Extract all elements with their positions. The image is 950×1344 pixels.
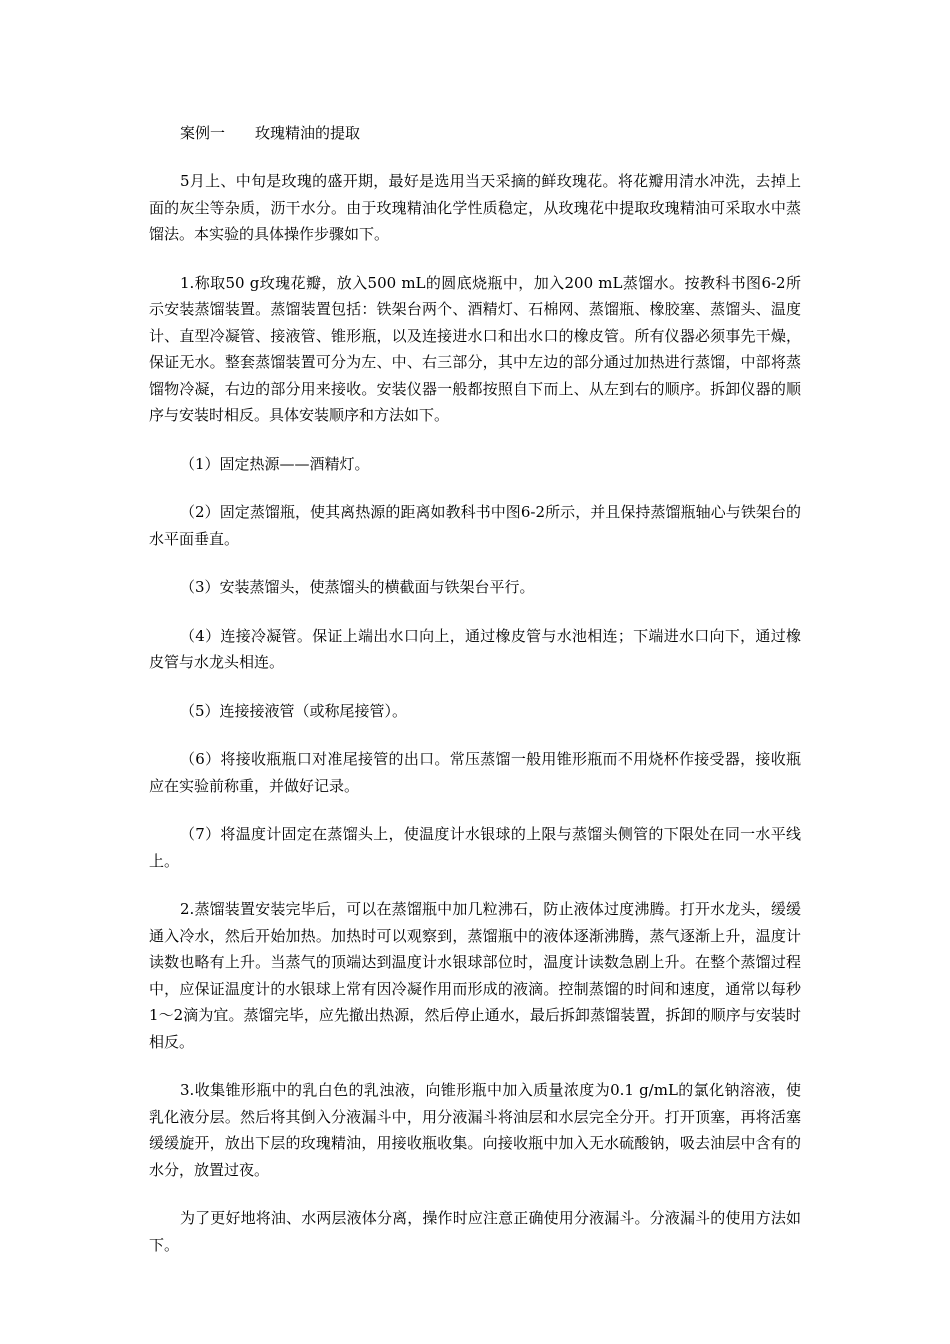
paragraph-substep-5: （5）连接接液管（或称尾接管）。 [180,701,408,720]
paragraph-substep-3: （3）安装蒸馏头，使蒸馏头的横截面与铁架台平行。 [180,578,535,596]
paragraph-funnel-note: 为了更好地将油、水两层液体分离，操作时应注意正确使用分液漏斗。分液漏斗的使用方法如下。 [149,1209,801,1254]
document-page [149,120,801,1280]
paragraph-substep-4: （4）连接冷凝管。保证上端出水口向上，通过橡皮管与水池相连；下端进水口向下，通过橡皮管与水龙头相连。 [149,626,801,671]
paragraph-step-3: 3.收集锥形瓶中的乳白色的乳浊液，向锥形瓶中加入质量浓度为0.1 g/mL的氯化钠溶液，使乳化液分层。然后将其倒入分液漏斗中，用分液漏斗将油层和水层完全分开。打开顶塞，再将活塞缓缓旋开，放出下层的玫瑰精油，用接收瓶收集。向接收瓶中加入无水硫酸钠，吸去油层中含有的水分，放置过夜。 [149,1081,801,1179]
paragraph-intro: 5月上、中旬是玫瑰的盛开期，最好是选用当天采摘的鲜玫瑰花。将花瓣用清水冲洗，去掉上面的灰尘等杂质，沥干水分。由于玫瑰精油化学性质稳定，从玫瑰花中提取玫瑰精油可采取水中蒸馏法。本实验的具体操作步骤如下。 [149,172,801,243]
paragraph-substep-7: （7）将温度计固定在蒸馏头上，使温度计水银球的上限与蒸馏头侧管的下限处在同一水平线上。 [149,825,801,870]
paragraph-step-2: 2.蒸馏装置安装完毕后，可以在蒸馏瓶中加几粒沸石，防止液体过度沸腾。打开水龙头，缓缓通入冷水，然后开始加热。加热时可以观察到，蒸馏瓶中的液体逐渐沸腾，蒸气逐渐上升，温度计读数也略有上升。当蒸气的顶端达到温度计水银球部位时，温度计读数急剧上升。在整个蒸馏过程中，应保证温度计的水银球上常有因冷凝作用而形成的液滴。控制蒸馏的时间和速度，通常以每秒1～2滴为宜。蒸馏完毕，应先撤出热源，然后停止通水，最后拆卸蒸馏装置，拆卸的顺序与安装时相反。 [149,900,801,1051]
paragraph-substep-6: （6）将接收瓶瓶口对准尾接管的出口。常压蒸馏一般用锥形瓶而不用烧杯作接受器，接收瓶应在实验前称重，并做好记录。 [149,750,801,795]
paragraph-substep-1: （1）固定热源——酒精灯。 [180,454,370,473]
section-heading: 案例一 玫瑰精油的提取 [180,124,361,142]
paragraph-substep-2: （2）固定蒸馏瓶，使其离热源的距离如教科书中图6-2所示，并且保持蒸馏瓶轴心与铁架台的水平面垂直。 [149,503,801,548]
paragraph-step-1: 1.称取50 g玫瑰花瓣，放入500 mL的圆底烧瓶中，加入200 mL蒸馏水。按教科书图6-2所示安装蒸馏装置。蒸馏装置包括：铁架台两个、酒精灯、石棉网、蒸馏瓶、橡胶塞、蒸馏头、温度计、直型冷凝管、接液管、锥形瓶，以及连接进水口和出水口的橡皮管。所有仪器必须事先干燥，保证无水。整套蒸馏装置可分为左、中、右三部分，其中左边的部分通过加热进行蒸馏，中部将蒸馏物冷凝，右边的部分用来接收。安装仪器一般都按照自下而上、从左到右的顺序。拆卸仪器的顺序与安装时相反。具体安装顺序和方法如下。 [149,273,801,424]
